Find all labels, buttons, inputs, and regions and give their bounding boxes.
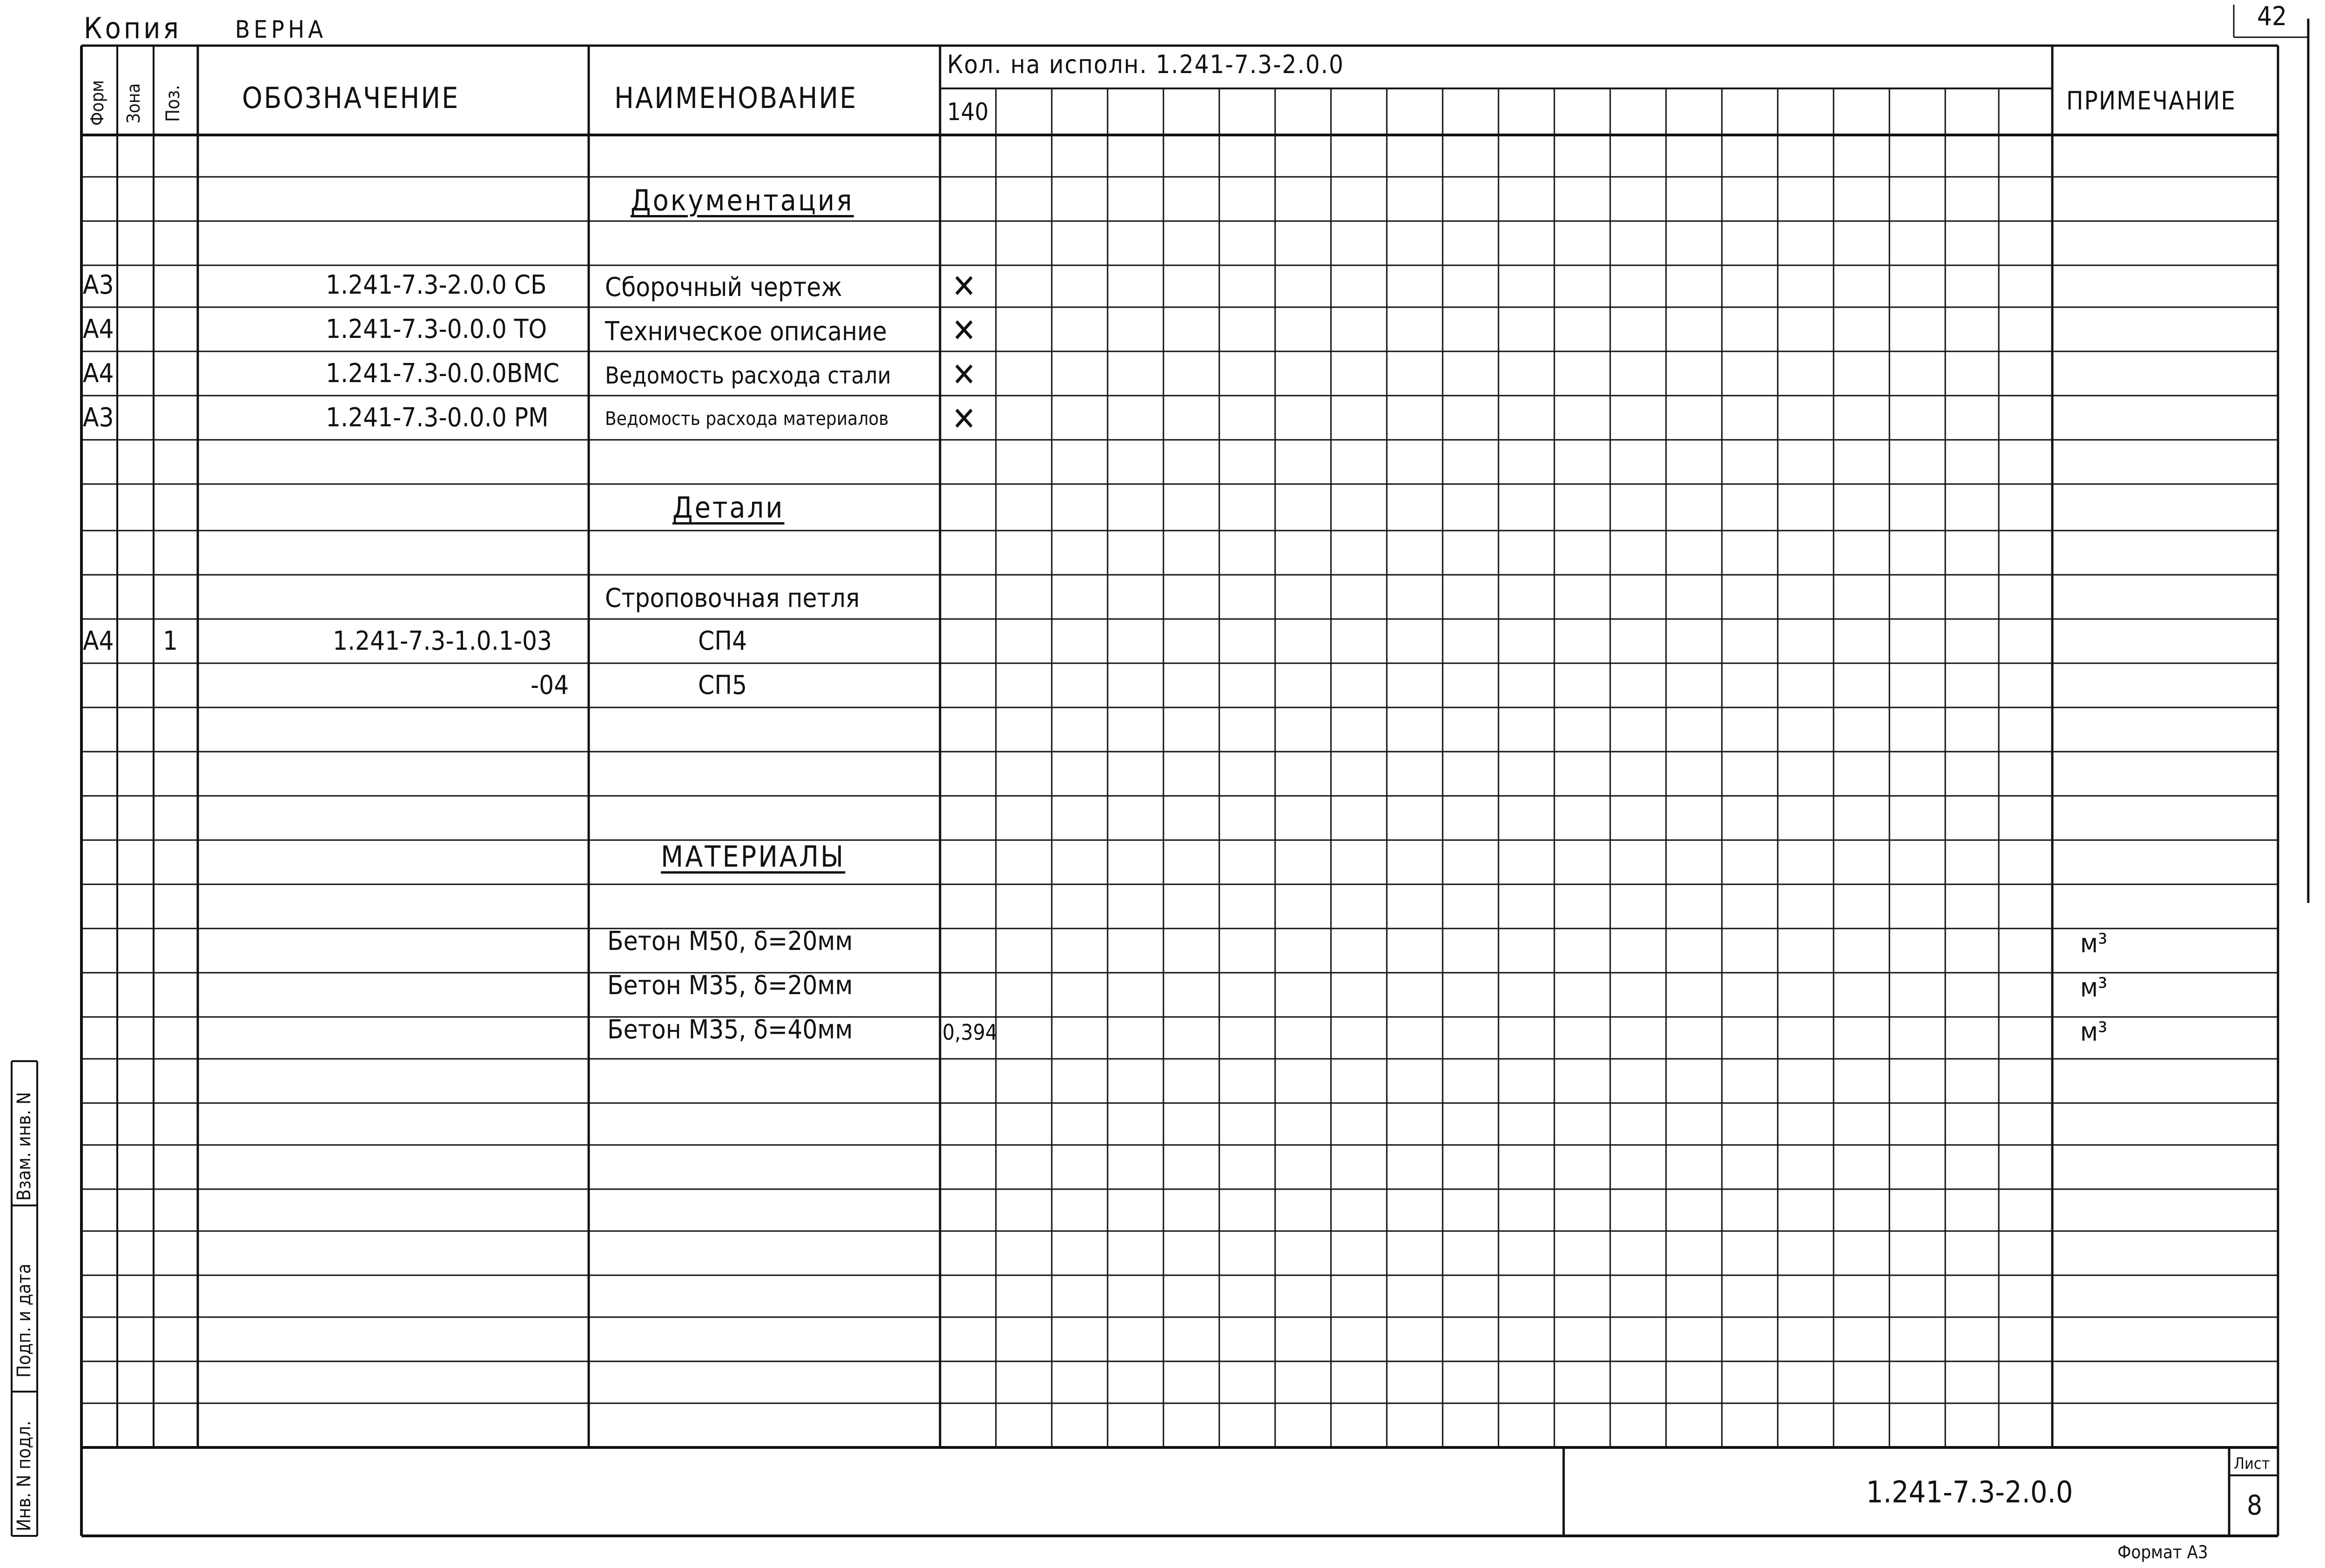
table-row-note: м³ — [2080, 929, 2108, 959]
true-copy-label: ВЕРНА — [235, 16, 327, 44]
stamp-vzam-inv: Взам. инв. N — [13, 1092, 35, 1201]
table-row-form: А3 — [83, 270, 114, 300]
section-materials: МАТЕРИАЛЫ — [661, 840, 846, 874]
stamp-inv-podl: Инв. N подл. — [13, 1420, 35, 1531]
header-designation: ОБОЗНАЧЕНИЕ — [242, 81, 460, 115]
table-row-qty-mark: ✕ — [952, 400, 976, 438]
table-row-designation: 1.241-7.3-1.0.1-03 — [333, 626, 552, 656]
section-documentation: Документация — [631, 183, 854, 217]
sheet-number: 8 — [2247, 1489, 2263, 1521]
table-row-qty-mark: ✕ — [952, 311, 976, 350]
table-row-designation: 1.241-7.3-0.0.0 ТО — [326, 314, 547, 344]
page-number: 42 — [2257, 1, 2287, 32]
table-row-designation: 1.241-7.3-0.0.0ВМС — [326, 358, 560, 389]
table-row-name: Ведомость расхода стали — [605, 362, 891, 389]
table-row-form: А3 — [83, 403, 114, 433]
table-row-name: Бетон М35, δ=20мм — [607, 970, 853, 1001]
header-zone: Зона — [123, 83, 144, 123]
copy-label: Копия — [84, 11, 181, 45]
table-row-designation: 1.241-7.3-2.0.0 СБ — [326, 270, 547, 300]
table-row-name: Техническое описание — [605, 316, 887, 347]
table-row-name: Бетон М50, δ=20мм — [607, 926, 853, 956]
table-row-form: А4 — [83, 314, 114, 344]
table-row-form: А4 — [83, 358, 114, 389]
table-row-form: А4 — [83, 626, 114, 656]
table-row-name: Сборочный чертеж — [605, 272, 842, 303]
header-position: Поз. — [162, 85, 184, 122]
table-row-qty-mark: ✕ — [952, 267, 976, 305]
table-row-position: 1 — [163, 626, 178, 656]
table-row-name: СП4 — [698, 626, 747, 656]
table-row-name: Бетон М35, δ=40мм — [607, 1015, 853, 1045]
table-row-designation: 1.241-7.3-0.0.0 РМ — [326, 403, 549, 433]
table-row-name: Строповочная петля — [605, 583, 860, 613]
header-qty-title: Кол. на исполн. 1.241-7.3-2.0.0 — [947, 50, 1344, 79]
sheet-label: Лист — [2234, 1454, 2270, 1473]
section-details: Детали — [672, 491, 785, 525]
table-row-qty-mark: ✕ — [952, 356, 976, 394]
format-label: Формат А3 — [2117, 1542, 2208, 1562]
table-row-qty: 0,394 — [942, 1020, 998, 1045]
document-code: 1.241-7.3-2.0.0 — [1866, 1475, 2073, 1510]
stamp-podp-data: Подп. и дата — [13, 1263, 35, 1378]
table-row-note: м³ — [2080, 1017, 2108, 1047]
table-row-note: м³ — [2080, 973, 2108, 1003]
table-row-name: СП5 — [698, 670, 747, 700]
header-note: ПРИМЕЧАНИЕ — [2066, 86, 2236, 115]
header-form: Форм — [87, 80, 108, 126]
header-name: НАИМЕНОВАНИЕ — [614, 81, 858, 115]
table-row-designation: -04 — [531, 670, 569, 700]
table-row-name: Ведомость расхода материалов — [605, 408, 889, 430]
header-qty-first: 140 — [947, 98, 989, 126]
